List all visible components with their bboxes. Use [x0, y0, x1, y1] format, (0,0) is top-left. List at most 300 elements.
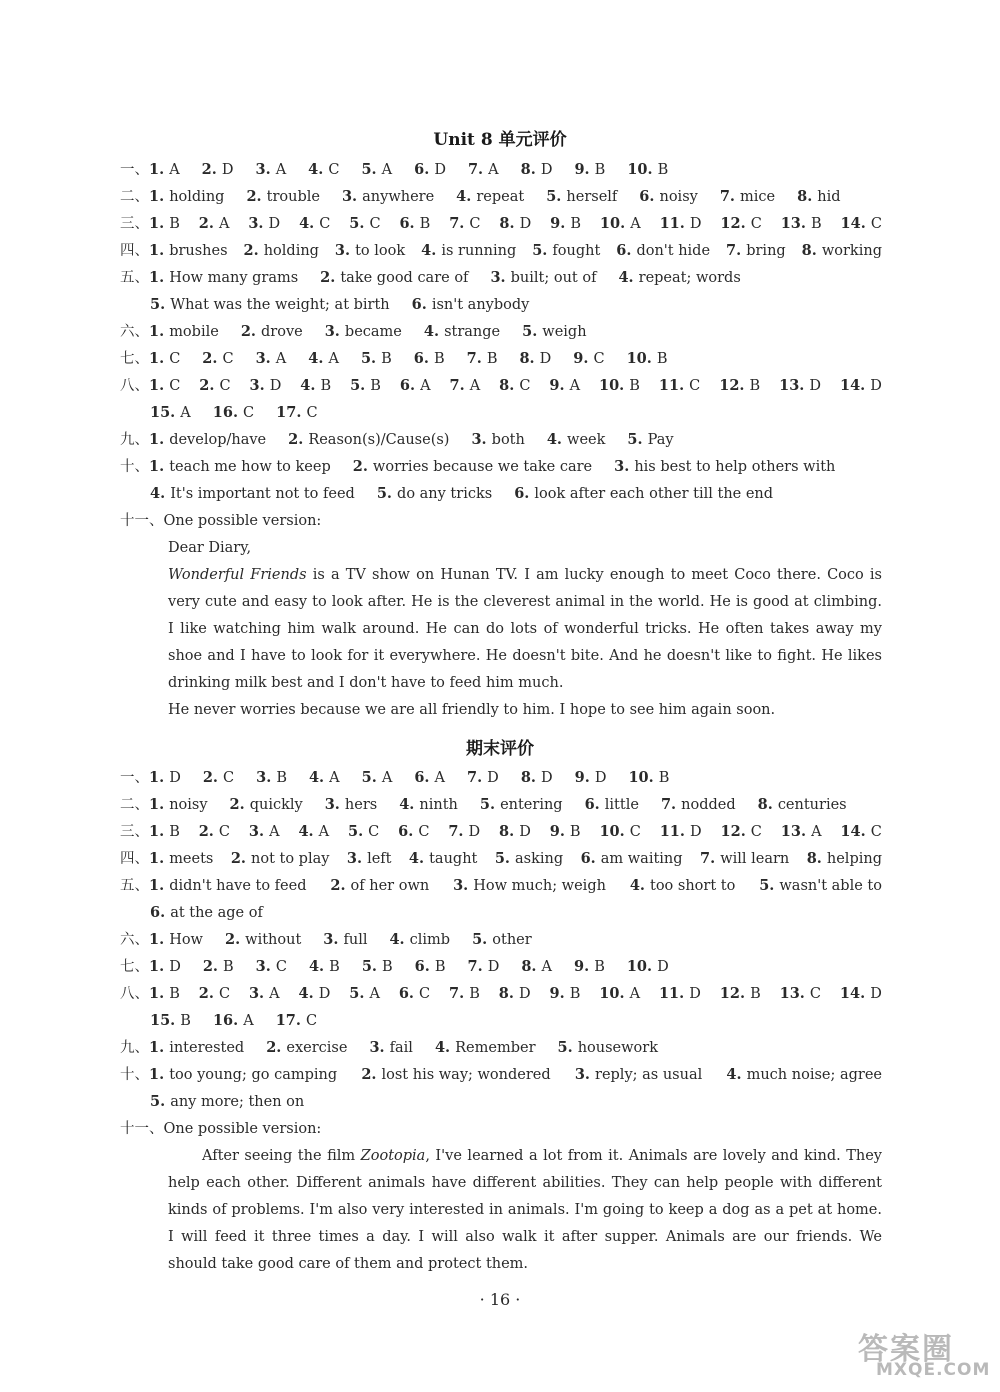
answer-number: 13.: [780, 215, 811, 232]
section-label: 一、: [120, 162, 149, 178]
label-and-first-item: [120, 875, 307, 897]
answer-number: 7.: [719, 188, 741, 205]
answer-item: [308, 162, 339, 178]
answer-text: B: [329, 959, 340, 975]
answer-text: C: [870, 824, 882, 840]
answer-number: 1.: [149, 958, 170, 975]
answer-number: 15.: [150, 1012, 181, 1029]
answer-text: B: [433, 351, 445, 367]
s2-l11-label: 十一、: [120, 1121, 164, 1137]
answer-text: B: [223, 959, 234, 975]
answer-item: [249, 983, 280, 1005]
answer-item: [149, 324, 219, 340]
answer-number: 12.: [719, 377, 750, 394]
answer-text: How: [169, 932, 203, 948]
answer-text: How much; weigh: [473, 878, 606, 894]
answer-number: 4.: [150, 485, 171, 502]
answer-item: [550, 983, 581, 1005]
answer-item: [309, 770, 340, 786]
answer-item: [726, 240, 786, 262]
answer-number: 15.: [150, 404, 181, 421]
answer-text: D: [169, 959, 181, 975]
answer-number: 8.: [801, 242, 822, 259]
s1-line-8b: [150, 402, 882, 424]
answer-item: [521, 770, 553, 786]
answer-text: C: [368, 824, 380, 840]
answer-text: D: [689, 216, 702, 232]
answer-item: [639, 189, 698, 205]
answer-number: 5.: [361, 769, 382, 786]
answer-number: 7.: [448, 823, 469, 840]
answer-item: [627, 432, 673, 448]
answer-number: 3.: [248, 985, 270, 1002]
answer-text: C: [169, 378, 181, 394]
answer-number: 4.: [300, 377, 321, 394]
answer-number: 7.: [726, 242, 747, 259]
answer-item: [797, 189, 840, 205]
answer-number: 1.: [149, 1039, 170, 1056]
answer-number: 12.: [720, 823, 751, 840]
answer-text: C: [328, 162, 340, 178]
answer-item: [660, 821, 702, 843]
answer-number: 8.: [498, 985, 519, 1002]
answer-number: 2.: [243, 242, 264, 259]
answer-item: [149, 1067, 337, 1083]
answer-number: 2.: [202, 958, 224, 975]
answer-text: became: [344, 324, 402, 340]
answer-text: D: [468, 824, 481, 840]
answer-text: asking: [515, 851, 564, 867]
watermark-en: MXQE.COM: [876, 1360, 991, 1380]
answer-text: C: [870, 216, 882, 232]
answer-number: 2.: [240, 323, 261, 340]
answer-number: 10.: [599, 215, 631, 232]
answer-item: [362, 959, 393, 975]
answer-number: 10.: [599, 823, 630, 840]
answer-item: [414, 770, 445, 786]
answer-number: 5.: [546, 188, 567, 205]
answer-number: 7.: [660, 796, 682, 813]
answer-item: [320, 270, 468, 286]
answer-text: B: [569, 824, 581, 840]
answer-item: [499, 213, 531, 235]
answer-text: housework: [577, 1040, 658, 1056]
answer-item: [618, 270, 740, 286]
answer-number: 4.: [389, 931, 410, 948]
answer-item: [448, 821, 480, 843]
answer-number: 8.: [520, 769, 541, 786]
answer-text: exercise: [286, 1040, 348, 1056]
answer-text: C: [750, 216, 762, 232]
answer-text: A: [541, 959, 552, 975]
answer-number: 5.: [350, 377, 371, 394]
answer-item: [353, 459, 592, 475]
answer-item: [759, 875, 882, 897]
answer-number: 5.: [479, 796, 501, 813]
answer-text: B: [629, 378, 640, 394]
answer-item: [779, 375, 821, 397]
answer-text: lost his way; wondered: [381, 1067, 551, 1083]
answer-number: 5.: [361, 958, 382, 975]
s2-essay-paragraph: [168, 1143, 882, 1278]
s1-essay-greeting: Dear Diary,: [168, 540, 252, 556]
answer-number: 13.: [780, 823, 812, 840]
answer-text: A: [318, 824, 330, 840]
answer-item: [248, 213, 280, 235]
answer-text: D: [540, 162, 553, 178]
answer-text: C: [469, 216, 481, 232]
s2-line-5b: [150, 902, 882, 924]
answer-item: [361, 162, 392, 178]
answer-number: 3.: [255, 161, 276, 178]
answer-text: A: [329, 770, 340, 786]
answer-number: 14.: [840, 823, 871, 840]
answer-text: D: [268, 216, 281, 232]
answer-number: 9.: [549, 823, 570, 840]
answer-item: [199, 375, 230, 397]
answer-item: [231, 848, 330, 870]
answer-item: [514, 486, 773, 502]
label-and-first-item: [120, 821, 180, 843]
answer-number: 5.: [532, 242, 553, 259]
answer-text: C: [243, 405, 255, 421]
answer-item: [288, 432, 449, 448]
label-and-first-item: [120, 983, 180, 1005]
answer-text: How many grams: [169, 270, 299, 286]
answer-number: 2.: [202, 350, 223, 367]
answer-item: [412, 297, 530, 313]
answer-text: A: [275, 162, 287, 178]
answer-item: [581, 848, 683, 870]
answer-text: look after each other till the end: [534, 486, 774, 502]
answer-item: [600, 213, 641, 235]
answer-number: 9.: [549, 377, 570, 394]
answer-item: [480, 797, 563, 813]
answer-item: [720, 983, 761, 1005]
answer-text: C: [369, 216, 381, 232]
answer-number: 14.: [840, 215, 871, 232]
s2-essay-pre: After seeing the film: [202, 1148, 361, 1164]
answer-text: C: [305, 1013, 318, 1029]
answer-text: both: [491, 432, 525, 448]
answer-item: [802, 240, 882, 262]
s1-l11-text: One possible version:: [163, 513, 322, 529]
section-label: 四、: [120, 851, 149, 867]
answer-item: [389, 932, 450, 948]
answer-item: [659, 375, 700, 397]
answer-text: B: [370, 378, 381, 394]
section-label: 十、: [120, 459, 149, 475]
answer-item: [720, 213, 761, 235]
answer-text: take good care of: [340, 270, 469, 286]
answer-text: A: [169, 162, 180, 178]
answer-text: is running: [441, 243, 517, 259]
answer-text: D: [518, 986, 531, 1002]
s1-essay-paragraph-1: [168, 562, 882, 697]
answer-item: [256, 959, 287, 975]
answer-item: [199, 213, 230, 235]
answer-item: [547, 432, 606, 448]
answer-number: 6.: [398, 985, 420, 1002]
answer-text: brushes: [169, 243, 228, 259]
answer-item: [414, 351, 445, 367]
answer-text: his best to help others with: [634, 459, 836, 475]
answer-item: [203, 770, 234, 786]
answer-item: [521, 959, 552, 975]
answer-item: [574, 959, 605, 975]
s1-l11-label: 十一、: [120, 513, 164, 529]
answer-text: at the age of: [170, 905, 263, 921]
answer-item: [330, 875, 429, 897]
answer-number: 3.: [248, 823, 270, 840]
answer-text: helping: [826, 851, 882, 867]
answer-item: [721, 821, 762, 843]
answer-text: D: [689, 986, 701, 1002]
answer-number: 3.: [324, 796, 345, 813]
answer-item: [299, 983, 331, 1005]
section-label: 二、: [120, 189, 149, 205]
answer-number: 3.: [324, 323, 345, 340]
answer-item: [323, 932, 367, 948]
answer-text: B: [169, 824, 180, 840]
answer-number: 11.: [658, 985, 690, 1002]
answer-item: [499, 983, 531, 1005]
section-label: 九、: [120, 432, 149, 448]
section-label: 一、: [120, 770, 149, 786]
answer-number: 2.: [230, 850, 251, 867]
answer-number: 6.: [411, 296, 432, 313]
answer-number: 1.: [149, 215, 170, 232]
answer-text: nodded: [681, 797, 736, 813]
answer-number: 1.: [149, 242, 170, 259]
answer-item: [300, 375, 331, 397]
answer-text: little: [604, 797, 639, 813]
answer-text: repeat: [476, 189, 525, 205]
answer-item: [449, 213, 480, 235]
answer-item: [347, 848, 392, 870]
answer-number: 8.: [797, 188, 818, 205]
answer-number: 3.: [248, 215, 269, 232]
s1-essay-paragraph-2: He never worries because we are all friendly to him. I hope to see him again soon.: [168, 702, 776, 718]
answer-number: 2.: [224, 931, 246, 948]
answer-number: 5.: [150, 296, 171, 313]
section-label: 二、: [120, 797, 149, 813]
answer-text: B: [434, 959, 446, 975]
answer-text: mice: [740, 189, 776, 205]
answer-number: 1.: [149, 377, 170, 394]
answer-text: A: [218, 216, 230, 232]
answer-item: [575, 770, 607, 786]
answer-number: 4.: [408, 850, 430, 867]
answer-item: [342, 189, 434, 205]
answer-item: [298, 821, 329, 843]
answer-text: holding: [263, 243, 319, 259]
answer-number: 5.: [472, 931, 493, 948]
answer-number: 6.: [150, 904, 171, 921]
s1-essay-show-title: Wonderful Friends: [168, 567, 307, 583]
answer-item: [456, 189, 524, 205]
answer-item: [150, 905, 263, 921]
answer-number: 10.: [627, 161, 658, 178]
answer-text: D: [318, 986, 331, 1002]
answer-number: 2.: [320, 269, 341, 286]
answer-item: [660, 213, 702, 235]
answer-item: [149, 959, 181, 975]
answer-number: 8.: [757, 796, 778, 813]
answer-item: [627, 959, 669, 975]
answer-item: [149, 797, 208, 813]
answer-text: herself: [566, 189, 618, 205]
answer-item: [840, 375, 882, 397]
answer-number: 4.: [299, 215, 320, 232]
answer-text: A: [328, 351, 339, 367]
answer-item: [424, 324, 500, 340]
answer-text: anywhere: [362, 189, 435, 205]
answer-item: [409, 848, 477, 870]
answer-item: [659, 983, 701, 1005]
answer-text: develop/have: [169, 432, 267, 448]
section-label: 五、: [120, 270, 149, 286]
answer-text: trouble: [266, 189, 320, 205]
answer-number: 2.: [198, 215, 219, 232]
answer-text: B: [469, 986, 480, 1002]
answer-number: 4.: [456, 188, 477, 205]
section-label: 六、: [120, 932, 149, 948]
answer-number: 5.: [376, 485, 398, 502]
answer-item: [467, 770, 499, 786]
answer-item: [349, 983, 380, 1005]
answer-text: weigh: [542, 324, 587, 340]
watermark-cn: 答案圈: [858, 1332, 954, 1367]
answer-text: B: [810, 216, 822, 232]
answer-item: [244, 240, 319, 262]
s1-line-9: [120, 429, 882, 451]
answer-number: 6.: [514, 485, 535, 502]
answer-item: [449, 983, 480, 1005]
answer-number: 9.: [574, 958, 595, 975]
answer-number: 5.: [150, 1093, 171, 1110]
answer-number: 6.: [413, 350, 434, 367]
answer-number: 2.: [288, 431, 309, 448]
answer-text: A: [275, 351, 287, 367]
answer-text: too short to: [650, 878, 736, 894]
answer-text: full: [343, 932, 368, 948]
answer-number: 2.: [266, 1039, 287, 1056]
answer-text: B: [750, 986, 761, 1002]
label-and-first-item: [120, 375, 180, 397]
answer-item: [241, 324, 303, 340]
answer-number: 5.: [360, 350, 382, 367]
answer-item: [230, 797, 303, 813]
answer-text: meets: [169, 851, 214, 867]
answer-item: [628, 770, 669, 786]
answer-text: B: [381, 351, 392, 367]
answer-item: [149, 243, 228, 259]
answer-item: [350, 375, 381, 397]
answer-number: 1.: [149, 269, 170, 286]
answer-text: drove: [261, 324, 303, 340]
answer-text: A: [811, 824, 822, 840]
answer-item: [149, 878, 307, 894]
answer-text: C: [223, 770, 235, 786]
answer-item: [550, 821, 581, 843]
s1-line-4: [120, 240, 882, 262]
answer-number: 10.: [626, 958, 658, 975]
s2-line-10a: [120, 1064, 882, 1086]
answer-text: noisy: [169, 797, 208, 813]
s1-line-10b: [150, 483, 882, 505]
answer-number: 5.: [522, 323, 543, 340]
s1-line-2: [120, 186, 882, 208]
answer-item: [377, 486, 492, 502]
answer-item: [549, 375, 580, 397]
answer-number: 14.: [840, 377, 871, 394]
answer-text: D: [809, 378, 822, 394]
answer-text: B: [169, 986, 180, 1002]
answer-text: B: [594, 959, 605, 975]
answer-item: [519, 351, 551, 367]
answer-text: centuries: [777, 797, 847, 813]
answer-text: C: [519, 378, 531, 394]
answer-text: B: [276, 770, 287, 786]
answer-text: B: [320, 378, 332, 394]
answer-number: 2.: [246, 188, 267, 205]
answer-text: A: [269, 986, 280, 1002]
answer-item: [599, 821, 640, 843]
answer-number: 1.: [149, 931, 170, 948]
answer-text: C: [306, 405, 318, 421]
answer-number: 4.: [399, 796, 420, 813]
answer-text: B: [594, 162, 606, 178]
answer-number: 7.: [467, 958, 488, 975]
answer-number: 4.: [546, 431, 568, 448]
answer-number: 4.: [726, 1066, 747, 1083]
answer-item: [250, 375, 282, 397]
s2-line-7: [120, 956, 882, 978]
answer-item: [256, 162, 287, 178]
answer-item: [700, 848, 789, 870]
answer-item: [399, 797, 458, 813]
answer-item: [400, 375, 431, 397]
answer-item: [467, 351, 498, 367]
answer-text: A: [469, 378, 481, 394]
answer-item: [149, 432, 266, 448]
answer-number: 1.: [149, 850, 170, 867]
answer-text: D: [870, 986, 882, 1002]
answer-text: C: [319, 216, 331, 232]
answer-text: D: [487, 959, 500, 975]
answer-number: 3.: [341, 188, 363, 205]
label-and-first-item: [120, 213, 180, 235]
answer-text: isn't anybody: [431, 297, 530, 313]
answer-text: hid: [817, 189, 841, 205]
s1-line-7: [120, 348, 882, 370]
answer-text: Reason(s)/Cause(s): [308, 432, 450, 448]
answer-text: mobile: [169, 324, 219, 340]
answer-item: [550, 213, 581, 235]
answer-item: [468, 162, 499, 178]
answer-number: 2.: [352, 458, 373, 475]
section-label: 五、: [120, 878, 149, 894]
answer-text: B: [419, 216, 431, 232]
answer-item: [599, 375, 640, 397]
answer-number: 11.: [659, 823, 690, 840]
answer-text: Remember: [455, 1040, 536, 1056]
s1-line-10a: [120, 456, 882, 478]
answer-text: B: [570, 216, 581, 232]
answer-text: D: [269, 378, 282, 394]
answer-item: [575, 1064, 702, 1086]
